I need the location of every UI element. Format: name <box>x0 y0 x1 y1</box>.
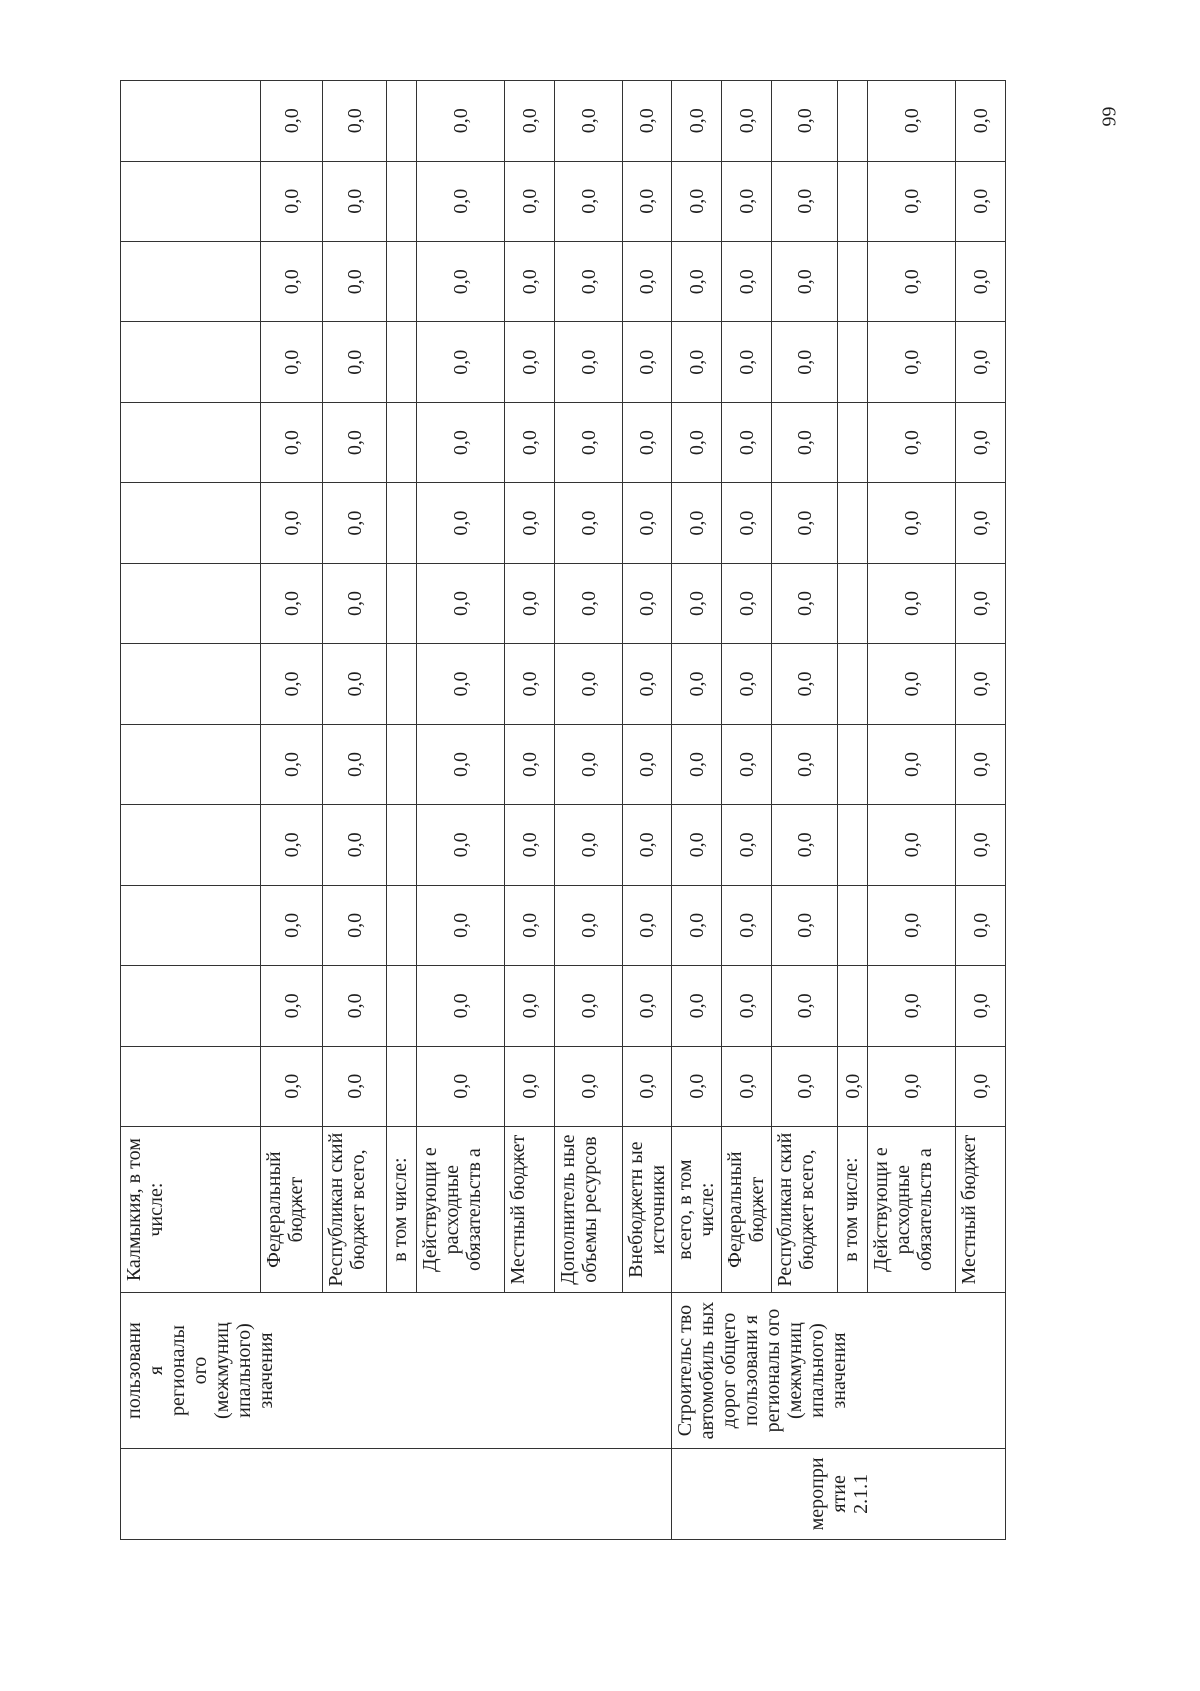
value-cell: 0,0 <box>555 322 623 402</box>
value-cell <box>838 805 868 885</box>
value-cell: 0,0 <box>417 242 505 322</box>
value-cell <box>121 483 261 563</box>
value-cell: 0,0 <box>261 966 323 1046</box>
value-cell: 0,0 <box>956 563 1006 643</box>
value-cell: 0,0 <box>261 322 323 402</box>
value-cell: 0,0 <box>417 161 505 241</box>
value-cell: 0,0 <box>772 81 838 162</box>
value-cell: 0,0 <box>555 81 623 162</box>
value-cell: 0,0 <box>722 885 772 965</box>
value-cell: 0,0 <box>417 966 505 1046</box>
table-row <box>672 81 722 1540</box>
value-cell <box>387 161 417 241</box>
value-cell: 0,0 <box>505 563 555 643</box>
value-cell: 0,0 <box>956 402 1006 482</box>
value-cell <box>838 724 868 804</box>
value-cell: 0,0 <box>623 483 672 563</box>
value-cell: 0,0 <box>772 885 838 965</box>
value-cell: 0,0 <box>772 1046 838 1126</box>
event-name-line: регионалы <box>167 1325 189 1417</box>
value-cell <box>387 402 417 482</box>
value-cell: 0,0 <box>417 724 505 804</box>
value-cell: 0,0 <box>868 885 956 965</box>
value-cell: 0,0 <box>505 724 555 804</box>
value-cell: 0,0 <box>772 161 838 241</box>
value-cell: 0,0 <box>555 563 623 643</box>
source-label: Местный бюджет <box>505 1126 555 1292</box>
value-cell <box>838 483 868 563</box>
value-cell <box>121 81 261 162</box>
value-cell: 0,0 <box>672 724 722 804</box>
value-cell: 0,0 <box>261 1046 323 1126</box>
value-cell <box>121 805 261 885</box>
value-cell: 0,0 <box>956 885 1006 965</box>
value-cell: 0,0 <box>261 563 323 643</box>
value-cell: 0,0 <box>868 1046 956 1126</box>
value-cell: 0,0 <box>623 644 672 724</box>
source-label: Федеральный бюджет <box>261 1126 323 1292</box>
value-cell: 0,0 <box>623 402 672 482</box>
value-cell <box>121 966 261 1046</box>
source-label: Местный бюджет <box>956 1126 1006 1292</box>
value-cell: 0,0 <box>956 805 1006 885</box>
value-cell: 0,0 <box>956 724 1006 804</box>
value-cell: 0,0 <box>722 644 772 724</box>
source-label: Действующи е расходные обязательств а <box>417 1126 505 1292</box>
value-cell: 0,0 <box>417 644 505 724</box>
value-cell: 0,0 <box>672 885 722 965</box>
event-name-line: (межмуниц <box>211 1322 233 1419</box>
value-cell: 0,0 <box>722 242 772 322</box>
value-cell <box>838 563 868 643</box>
value-cell: 0,0 <box>555 805 623 885</box>
value-cell: 0,0 <box>956 161 1006 241</box>
value-cell: 0,0 <box>722 81 772 162</box>
value-cell: 0,0 <box>623 966 672 1046</box>
value-cell: 0,0 <box>623 322 672 402</box>
page-number: 66 <box>1097 106 1120 127</box>
value-cell: 0,0 <box>868 242 956 322</box>
value-cell: 0,0 <box>868 563 956 643</box>
value-cell: 0,0 <box>772 966 838 1046</box>
value-cell: 0,0 <box>623 563 672 643</box>
source-label: Федеральный бюджет <box>722 1126 772 1292</box>
event-name-line: я <box>145 1365 167 1376</box>
event-name-line: ипального) <box>233 1323 255 1418</box>
value-cell <box>387 322 417 402</box>
value-cell: 0,0 <box>722 322 772 402</box>
value-cell <box>121 402 261 482</box>
value-cell: 0,0 <box>772 402 838 482</box>
value-cell: 0,0 <box>956 322 1006 402</box>
value-cell: 0,0 <box>555 242 623 322</box>
value-cell: 0,0 <box>323 966 387 1046</box>
value-cell <box>387 805 417 885</box>
value-cell: 0,0 <box>323 402 387 482</box>
value-cell: 0,0 <box>722 724 772 804</box>
value-cell: 0,0 <box>323 885 387 965</box>
source-label: в том числе: <box>387 1126 417 1292</box>
value-cell: 0,0 <box>672 563 722 643</box>
value-cell: 0,0 <box>261 885 323 965</box>
value-cell: 0,0 <box>956 644 1006 724</box>
value-cell: 0,0 <box>417 1046 505 1126</box>
value-cell: 0,0 <box>417 322 505 402</box>
value-cell: 0,0 <box>956 966 1006 1046</box>
event-code-cell: меропри ятие 2.1.1 <box>672 1448 1006 1539</box>
source-label: всего, в том числе: <box>672 1126 722 1292</box>
value-cell: 0,0 <box>323 81 387 162</box>
value-cell: 0,0 <box>323 161 387 241</box>
value-cell: 0,0 <box>323 805 387 885</box>
value-cell: 0,0 <box>772 724 838 804</box>
value-cell: 0,0 <box>623 161 672 241</box>
value-cell: 0,0 <box>868 966 956 1046</box>
value-cell: 0,0 <box>323 563 387 643</box>
value-cell: 0,0 <box>672 402 722 482</box>
value-cell: 0,0 <box>868 644 956 724</box>
value-cell: 0,0 <box>722 805 772 885</box>
value-cell: 0,0 <box>555 966 623 1046</box>
value-cell <box>121 885 261 965</box>
value-cell: 0,0 <box>772 805 838 885</box>
value-cell <box>838 402 868 482</box>
value-cell: 0,0 <box>261 724 323 804</box>
value-cell <box>121 1046 261 1126</box>
value-cell: 0,0 <box>417 483 505 563</box>
value-cell: 0,0 <box>555 402 623 482</box>
value-cell: 0,0 <box>323 483 387 563</box>
value-cell: 0,0 <box>417 563 505 643</box>
value-cell: 0,0 <box>505 483 555 563</box>
value-cell: 0,0 <box>261 644 323 724</box>
value-cell: 0,0 <box>623 885 672 965</box>
value-cell: 0,0 <box>868 483 956 563</box>
value-cell <box>387 885 417 965</box>
value-cell <box>387 81 417 162</box>
value-cell <box>121 724 261 804</box>
value-cell: 0,0 <box>261 81 323 162</box>
source-label: Калмыкия, в том числе: <box>121 1126 261 1292</box>
value-cell <box>838 966 868 1046</box>
value-cell: 0,0 <box>672 242 722 322</box>
value-cell: 0,0 <box>722 563 772 643</box>
source-label: Республикан ский бюджет всего, <box>323 1126 387 1292</box>
source-label: Республикан ский бюджет всего, <box>772 1126 838 1292</box>
value-cell: 0,0 <box>505 805 555 885</box>
value-cell: 0,0 <box>505 402 555 482</box>
value-cell: 0,0 <box>505 885 555 965</box>
value-cell <box>121 322 261 402</box>
value-cell <box>838 885 868 965</box>
value-cell: 0,0 <box>555 161 623 241</box>
value-cell <box>838 81 868 162</box>
value-cell <box>387 966 417 1046</box>
value-cell: 0,0 <box>623 81 672 162</box>
value-cell: 0,0 <box>261 483 323 563</box>
value-cell: 0,0 <box>323 242 387 322</box>
value-cell <box>121 644 261 724</box>
value-cell <box>838 644 868 724</box>
value-cell: 0,0 <box>956 483 1006 563</box>
value-cell: 0,0 <box>672 483 722 563</box>
value-cell: 0,0 <box>868 81 956 162</box>
value-cell: 0,0 <box>505 966 555 1046</box>
value-cell <box>838 322 868 402</box>
value-cell: 0,0 <box>323 322 387 402</box>
value-cell: 0,0 <box>261 402 323 482</box>
value-cell: 0,0 <box>722 483 772 563</box>
value-cell: 0,0 <box>868 805 956 885</box>
event-name-line: пользовани <box>123 1322 145 1419</box>
value-cell: 0,0 <box>672 644 722 724</box>
value-cell: 0,0 <box>323 724 387 804</box>
budget-table <box>120 80 1006 1540</box>
value-cell: 0,0 <box>772 242 838 322</box>
value-cell: 0,0 <box>722 1046 772 1126</box>
value-cell: 0,0 <box>623 724 672 804</box>
value-cell <box>387 724 417 804</box>
value-cell: 0,0 <box>672 161 722 241</box>
value-cell: 0,0 <box>772 322 838 402</box>
value-cell: 0,0 <box>956 1046 1006 1126</box>
value-cell: 0,0 <box>505 161 555 241</box>
value-cell: 0,0 <box>868 724 956 804</box>
value-cell <box>387 1046 417 1126</box>
event-name-cell: Строительс тво автомобиль ных дорог общего пользовани я регионалы ого (межмуниц ипального) значения <box>672 1293 1006 1449</box>
value-cell: 0,0 <box>323 1046 387 1126</box>
value-cell: 0,0 <box>505 322 555 402</box>
value-cell: 0,0 <box>868 322 956 402</box>
value-cell: 0,0 <box>323 644 387 724</box>
value-cell: 0,0 <box>722 966 772 1046</box>
value-cell: 0,0 <box>555 1046 623 1126</box>
value-cell: 0,0 <box>261 161 323 241</box>
value-cell: 0,0 <box>672 81 722 162</box>
value-cell: 0,0 <box>623 805 672 885</box>
value-cell: 0,0 <box>505 242 555 322</box>
value-cell: 0,0 <box>261 242 323 322</box>
value-cell: 0,0 <box>555 724 623 804</box>
value-cell: 0,0 <box>261 805 323 885</box>
value-cell <box>121 242 261 322</box>
value-cell: 0,0 <box>772 483 838 563</box>
value-cell: 0,0 <box>672 966 722 1046</box>
value-cell: 0,0 <box>555 483 623 563</box>
value-cell: 0,0 <box>555 885 623 965</box>
value-cell: 0,0 <box>772 563 838 643</box>
value-cell <box>387 483 417 563</box>
value-cell <box>838 242 868 322</box>
empty-code-cell <box>121 1448 672 1539</box>
value-cell <box>387 242 417 322</box>
value-cell: 0,0 <box>672 1046 722 1126</box>
value-cell <box>838 161 868 241</box>
value-cell: 0,0 <box>956 242 1006 322</box>
value-cell: 0,0 <box>623 1046 672 1126</box>
event-name-line: значения <box>255 1332 277 1409</box>
table-row <box>121 81 261 1540</box>
source-label: Внебюджетн ые источники <box>623 1126 672 1292</box>
value-cell: 0,0 <box>417 805 505 885</box>
value-cell: 0,0 <box>555 644 623 724</box>
value-cell: 0,0 <box>868 161 956 241</box>
value-cell: 0,0 <box>417 81 505 162</box>
value-cell: 0,0 <box>722 402 772 482</box>
value-cell: 0,0 <box>505 644 555 724</box>
value-cell: 0,0 <box>722 161 772 241</box>
value-cell: 0,0 <box>417 885 505 965</box>
source-label: в том числе: <box>838 1126 868 1292</box>
rotated-table-container <box>120 80 1080 1540</box>
value-cell: 0,0 <box>838 1046 868 1126</box>
value-cell: 0,0 <box>623 242 672 322</box>
value-cell: 0,0 <box>417 402 505 482</box>
source-label: Действующи е расходные обязательств а <box>868 1126 956 1292</box>
value-cell: 0,0 <box>956 81 1006 162</box>
value-cell <box>387 563 417 643</box>
value-cell: 0,0 <box>868 402 956 482</box>
value-cell <box>387 644 417 724</box>
value-cell: 0,0 <box>672 322 722 402</box>
value-cell: 0,0 <box>772 644 838 724</box>
event-name-cell <box>121 1293 672 1449</box>
value-cell <box>121 563 261 643</box>
source-label: Дополнитель ные объемы ресурсов <box>555 1126 623 1292</box>
event-name-line: ого <box>189 1356 211 1385</box>
value-cell <box>121 161 261 241</box>
value-cell: 0,0 <box>505 1046 555 1126</box>
value-cell: 0,0 <box>672 805 722 885</box>
value-cell: 0,0 <box>505 81 555 162</box>
